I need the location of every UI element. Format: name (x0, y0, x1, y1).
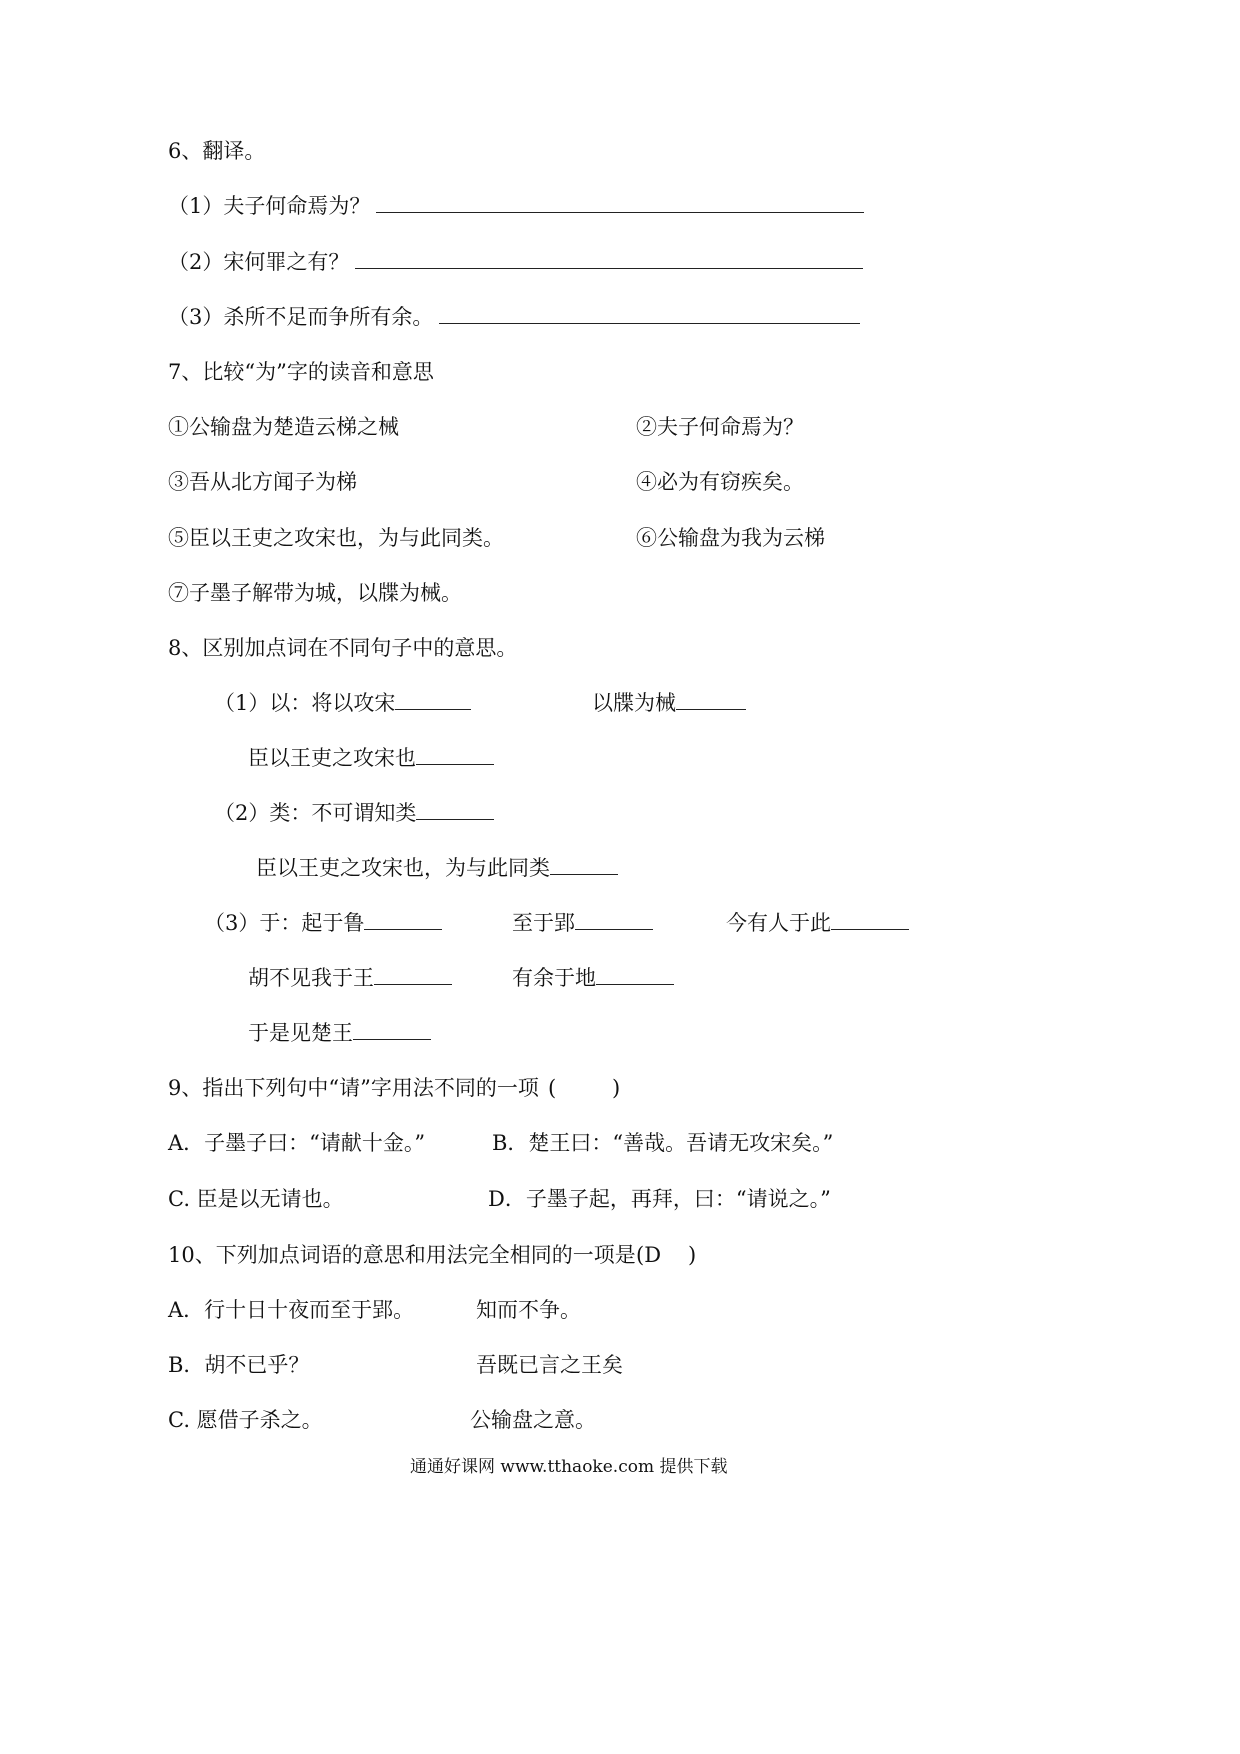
q9-title: 9、指出下列句中“请”字用法不同的一项 (168, 1076, 539, 1100)
q6-item-1 (168, 193, 864, 219)
q10-title: 10、下列加点词语的意思和用法完全相同的一项是 (168, 1243, 636, 1267)
q8-p3-a (204, 910, 442, 936)
q7-item-2: ②夫子何命焉为？ (636, 415, 804, 439)
q8-p1-b (592, 690, 746, 716)
answer-blank[interactable] (353, 1020, 431, 1040)
answer-blank[interactable] (416, 800, 494, 820)
q7-item-1: ①公输盘为楚造云梯之械 (168, 415, 399, 439)
q6-item-2 (168, 249, 863, 275)
q8-p1-b-text: 以牒为械 (592, 691, 676, 715)
q8-p1-c (248, 745, 494, 771)
answer-blank[interactable] (676, 690, 746, 710)
q6-item-2-text: （2）宋何罪之有？ (168, 250, 350, 274)
q9-paren-close: ) (612, 1076, 621, 1100)
q7-item-6: ⑥公输盘为我为云梯 (636, 526, 825, 550)
q8-p1-c-text: 臣以王吏之攻宋也 (248, 746, 416, 770)
q9-option-b: B．楚王曰：“善哉。吾请无攻宋矣。” (492, 1131, 834, 1155)
answer-blank[interactable] (575, 910, 653, 930)
page-footer: 通通好课网 www.tthaoke.com 提供下载 (410, 1457, 728, 1477)
q8-title: 8、区别加点词在不同句子中的意思。 (168, 636, 518, 660)
q8-p2-a-text: （2）类：不可谓知类 (214, 801, 417, 825)
q10-option-b-2: 吾既已言之王矣 (476, 1353, 623, 1377)
q10-option-c-1: C. 愿借子杀之。 (168, 1408, 323, 1432)
answer-blank[interactable] (376, 193, 864, 213)
q10-option-c-2: 公输盘之意。 (470, 1408, 596, 1432)
q7-item-5: ⑤臣以王吏之攻宋也，为与此同类。 (168, 526, 504, 550)
q8-p3-c (726, 910, 909, 936)
answer-blank[interactable] (831, 910, 909, 930)
q8-p3-b-text: 至于郢 (512, 911, 575, 935)
q8-p2-a (214, 800, 494, 826)
q6-title: 6、翻译。 (168, 139, 266, 163)
q9-option-c: C. 臣是以无请也。 (168, 1187, 344, 1211)
q10-option-b-1: B．胡不已乎？ (168, 1353, 310, 1377)
q9-option-d: D．子墨子起，再拜，曰：“请说之。” (488, 1187, 831, 1211)
q8-p2-b-text: 臣以王吏之攻宋也，为与此同类 (256, 856, 550, 880)
q8-p3-c-text: 今有人于此 (726, 911, 831, 935)
q8-p3-b (512, 910, 653, 936)
q7-title: 7、比较“为”字的读音和意思 (168, 360, 434, 384)
answer-blank[interactable] (596, 965, 674, 985)
q7-item-4: ④必为有窃疾矣。 (636, 470, 804, 494)
q10-answer-close: ) (688, 1243, 697, 1267)
answer-blank[interactable] (364, 910, 442, 930)
q8-p3-d (248, 965, 452, 991)
answer-blank[interactable] (355, 249, 863, 269)
answer-blank[interactable] (374, 965, 452, 985)
q9-option-a: A．子墨子曰：“请献十金。” (168, 1131, 426, 1155)
q10-answer-open: (D (636, 1243, 662, 1267)
q8-p3-a-text: （3）于：起于鲁 (204, 911, 365, 935)
q8-p3-f-text: 于是见楚王 (248, 1021, 353, 1045)
q8-p3-f (248, 1020, 431, 1046)
answer-blank[interactable] (550, 855, 618, 875)
q8-p1-a-text: （1）以：将以攻宋 (214, 691, 396, 715)
q6-item-3-text: （3）杀所不足而争所有余。 (168, 305, 434, 329)
q8-p3-e (512, 965, 674, 991)
answer-blank[interactable] (439, 304, 860, 324)
q8-p3-d-text: 胡不见我于王 (248, 966, 374, 990)
q6-item-1-text: （1）夫子何命焉为？ (168, 194, 371, 218)
q8-p3-e-text: 有余于地 (512, 966, 596, 990)
answer-blank[interactable] (395, 690, 471, 710)
q8-p2-b (256, 855, 618, 881)
q9-paren-open: ( (548, 1076, 557, 1100)
q6-item-3 (168, 304, 860, 330)
q7-item-3: ③吾从北方闻子为梯 (168, 470, 357, 494)
q7-item-7: ⑦子墨子解带为城，以牒为械。 (168, 581, 462, 605)
q10-option-a-1: A．行十日十夜而至于郢。 (168, 1298, 415, 1322)
answer-blank[interactable] (416, 745, 494, 765)
q8-p1-a (214, 690, 471, 716)
q10-option-a-2: 知而不争。 (476, 1298, 581, 1322)
